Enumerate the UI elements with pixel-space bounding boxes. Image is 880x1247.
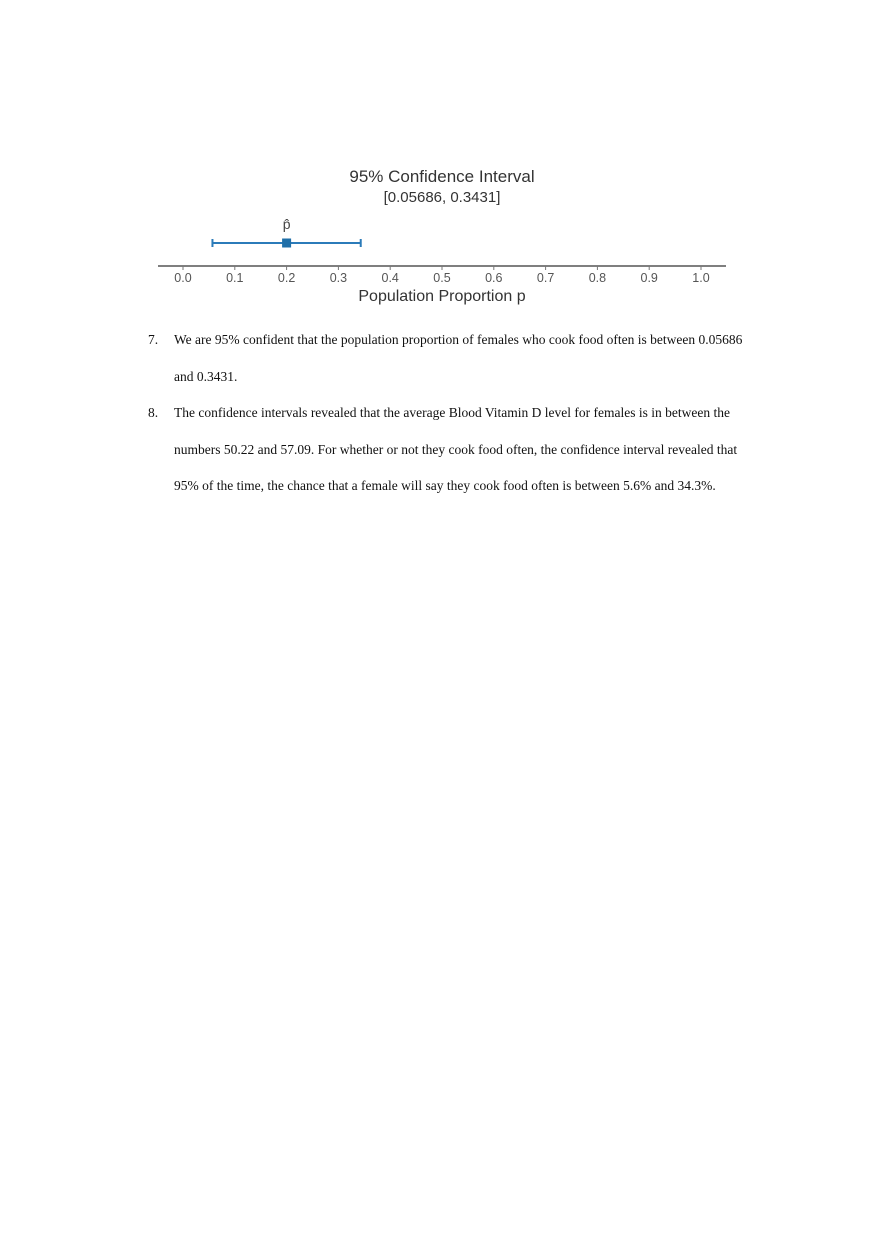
- point-estimate-marker: [282, 239, 291, 248]
- chart-subtitle: [0.05686, 0.3431]: [383, 189, 501, 206]
- confidence-interval-svg: [150, 160, 740, 310]
- list-item: [148, 322, 748, 395]
- x-tick-label: 0.7: [536, 271, 555, 285]
- x-tick-label: 0.6: [485, 271, 503, 285]
- x-tick-label: 0.2: [277, 271, 296, 285]
- x-axis-title: Population Proportion p: [358, 288, 526, 305]
- x-tick-label: 0.1: [226, 271, 244, 285]
- list-item-text: The confidence intervals revealed that the average Blood Vitamin D level for females is in between the numbers 50.22 and 57.09. For whether or not they cook food often, the confidence interval revealed that 95% of the time, the chance that a female will say they cook food often is between 5.6% and 34.3%.: [174, 405, 738, 493]
- list-item-number: 7.: [148, 332, 159, 347]
- answer-list: [148, 322, 748, 505]
- list-item-text: We are 95% confident that the population proportion of females who cook food often is between 0.05686 and 0.3431.: [174, 332, 743, 384]
- x-tick-label: 0.9: [640, 271, 658, 285]
- confidence-interval-chart: [150, 160, 740, 310]
- x-tick-label: 0.0: [174, 271, 192, 285]
- x-tick-label: 0.4: [381, 271, 399, 285]
- x-tick-label: 0.8: [588, 271, 607, 285]
- x-tick-label: 0.3: [329, 271, 348, 285]
- list-item-number: 8.: [148, 405, 159, 420]
- x-tick-label: 0.5: [433, 271, 451, 285]
- chart-title: 95% Confidence Interval: [349, 167, 535, 186]
- point-estimate-label: p̂: [282, 216, 291, 232]
- list-item: [148, 395, 748, 505]
- x-tick-label: 1.0: [692, 271, 710, 285]
